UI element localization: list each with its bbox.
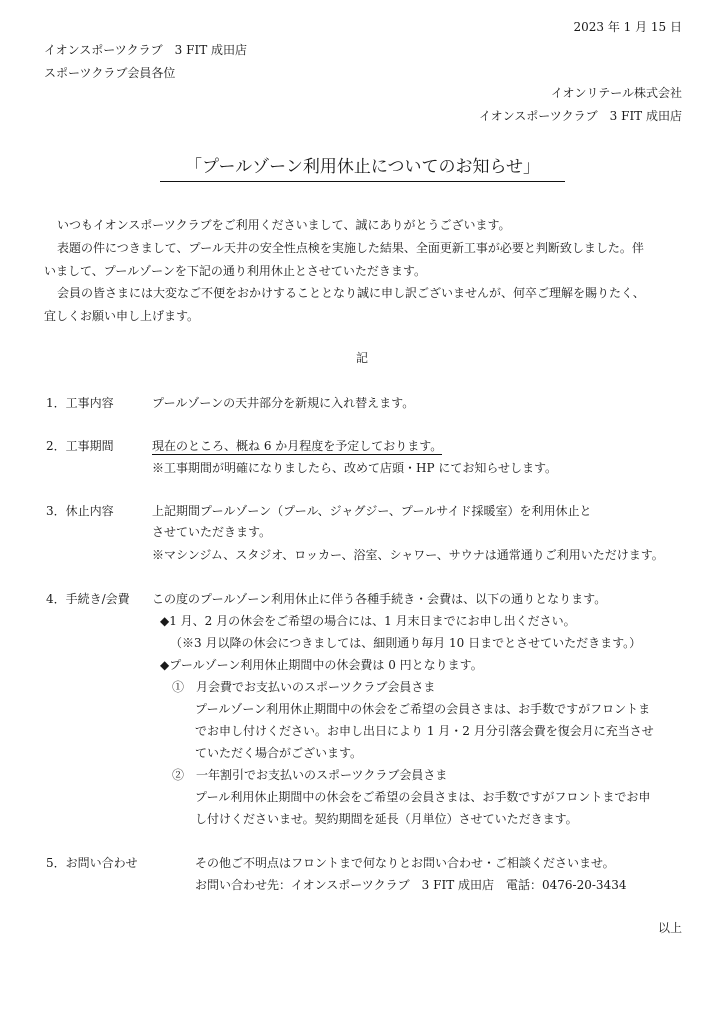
section-4-label: 4．手続き/会費 (46, 592, 130, 606)
section-2-label: 2．工事期間 (46, 439, 114, 453)
case-2-line-1: プール利用休止期間中の休会をご希望の会員さまは、お手数ですがフロントまでお申 (195, 790, 651, 804)
case-2-heading: ② 一年割引でお支払いのスポーツクラブ会員さま (172, 768, 448, 782)
section-4-bullet-2: ◆プールゾーン利用休止期間中の休会費は 0 円となります。 (160, 658, 483, 672)
intro-paragraph-2-line-1: 表題の件につきまして、プール天井の安全性点検を実施した結果、全面更新工事が必要と判断致しました。伴 (57, 241, 644, 255)
case-1-line-2: でお申し付けください。お申し出日により 1 月・2 月分引落会費を復会月に充当させ (195, 724, 654, 738)
section-3-note: ※マシンジム、スタジオ、ロッカー、浴室、シャワー、サウナは通常通りご利用いただけます。 (152, 548, 664, 562)
section-4-bullet-1: ◆1 月、2 月の休会をご希望の場合には、1 月末日までにお申し出ください。 (160, 614, 576, 628)
ki-marker: 記 (356, 351, 369, 365)
recipient-members: スポーツクラブ会員各位 (44, 66, 176, 80)
section-4-bullet-1-note: （※3 月以降の休会につきましては、細則通り毎月 10 日までとさせていただきます。） (170, 636, 642, 650)
section-5-contact: お問い合わせ先：イオンスポーツクラブ 3 FIT 成田店 電話：0476-20-3434 (195, 878, 627, 892)
section-1-label: 1．工事内容 (46, 396, 114, 410)
recipient-store: イオンスポーツクラブ 3 FIT 成田店 (44, 43, 248, 57)
case-1-line-3: ていただく場合がございます。 (195, 746, 363, 760)
intro-paragraph-3-line-1: 会員の皆さまには大変なご不便をおかけすることとなり誠に申し訳ございませんが、何卒ご理解を賜りたく、 (57, 286, 645, 300)
sender-company: イオンリテール株式会社 (550, 86, 682, 100)
section-2-period: 現在のところ、概ね 6 か月程度を予定しております。 (152, 439, 443, 453)
section-3-line-2: させていただきます。 (152, 525, 272, 539)
section-2-note: ※工事期間が明確になりましたら、改めて店頭・HP にてお知らせします。 (152, 461, 558, 475)
case-1-line-1: プールゾーン利用休止期間中の休会をご希望の会員さまは、お手数ですがフロントま (195, 702, 651, 716)
case-2-line-2: し付けくださいませ。契約期間を延長（月単位）させていただきます。 (195, 812, 578, 826)
section-5-text: その他ご不明点はフロントまで何なりとお問い合わせ・ご相談くださいませ。 (195, 856, 615, 870)
section-1-text: プールゾーンの天井部分を新規に入れ替えます。 (152, 396, 415, 410)
closing-mark: 以上 (657, 921, 682, 935)
document-date: 2023 年 1 月 15 日 (573, 20, 682, 34)
intro-paragraph-2-line-2: いまして、プールゾーンを下記の通り利用休止とさせていただきます。 (44, 264, 426, 278)
notice-title: 「プールゾーン利用休止についてのお知らせ」 (160, 159, 565, 182)
section-3-label: 3．休止内容 (46, 504, 114, 518)
section-4-intro: この度のプールゾーン利用休止に伴う各種手続き・会費は、以下の通りとなります。 (152, 592, 607, 606)
intro-paragraph-1: いつもイオンスポーツクラブをご利用くださいまして、誠にありがとうございます。 (57, 218, 511, 232)
intro-paragraph-3-line-2: 宜しくお願い申し上げます。 (44, 309, 200, 323)
section-5-label: 5．お問い合わせ (46, 856, 138, 870)
sender-store: イオンスポーツクラブ 3 FIT 成田店 (478, 109, 682, 123)
section-3-line-1: 上記期間プールゾーン（プール、ジャグジー、プールサイド採暖室）を利用休止と (152, 504, 592, 518)
case-1-heading: ① 月会費でお支払いのスポーツクラブ会員さま (172, 680, 436, 694)
